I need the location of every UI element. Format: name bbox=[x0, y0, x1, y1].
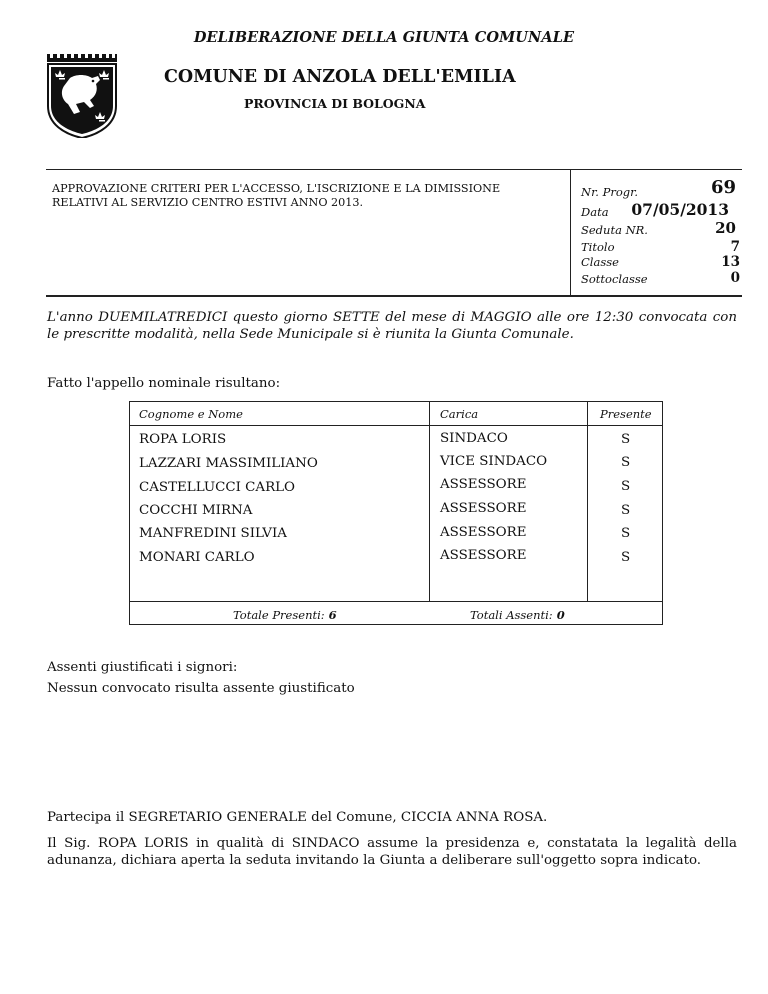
deliberation-subject: APPROVAZIONE CRITERI PER L'ACCESSO, L'ISCRIZIONE E LA DIMISSIONE RELATIVI AL SERVIZIO CENTRO ESTIVI ANNO 2013. bbox=[52, 182, 501, 209]
totale-presenti-label: Totale Presenti: bbox=[233, 608, 325, 622]
titolo-value: 7 bbox=[730, 239, 740, 255]
comune-title: COMUNE DI ANZOLA DELL'EMILIA bbox=[164, 67, 516, 87]
member-role: ASSESSORE bbox=[440, 501, 527, 516]
member-name: MANFREDINI SILVIA bbox=[139, 526, 287, 541]
member-present: S bbox=[621, 526, 631, 541]
member-role: VICE SINDACO bbox=[440, 454, 548, 469]
appello-text: Fatto l'appello nominale risultano: bbox=[47, 376, 281, 391]
header-presente: Presente bbox=[600, 407, 652, 421]
seduta-value: 20 bbox=[715, 219, 736, 237]
assenti-text: Nessun convocato risulta assente giustificato bbox=[47, 681, 355, 696]
totali-assenti-value: 0 bbox=[556, 608, 565, 622]
data-label: Data bbox=[581, 205, 609, 219]
assenti-label: Assenti giustificati i signori: bbox=[47, 660, 238, 675]
seduta-label: Seduta NR. bbox=[581, 223, 648, 237]
attendance-table bbox=[129, 401, 663, 625]
document-type-title: DELIBERAZIONE DELLA GIUNTA COMUNALE bbox=[193, 29, 575, 46]
member-name: MONARI CARLO bbox=[139, 550, 255, 565]
municipal-crest-icon bbox=[46, 54, 118, 138]
member-name: CASTELLUCCI CARLO bbox=[139, 480, 296, 495]
member-role: ASSESSORE bbox=[440, 477, 527, 492]
classe-label: Classe bbox=[581, 255, 619, 269]
sottoclasse-value: 0 bbox=[730, 270, 740, 286]
member-present: S bbox=[621, 503, 631, 518]
totali-assenti-label: Totali Assenti: bbox=[470, 608, 553, 622]
totali-assenti bbox=[470, 608, 565, 622]
bottom-divider bbox=[46, 295, 742, 297]
member-role: ASSESSORE bbox=[440, 548, 527, 563]
member-role: ASSESSORE bbox=[440, 525, 527, 540]
member-name: ROPA LORIS bbox=[139, 432, 227, 447]
member-name: COCCHI MIRNA bbox=[139, 503, 253, 518]
intro-paragraph: L'anno DUEMILATREDICI questo giorno SETTE del mese di MAGGIO alle ore 12:30 convocata con le prescritte modalità, nella Sede Municipale si è riunita la Giunta Comunale. bbox=[47, 310, 737, 342]
member-present: S bbox=[621, 455, 631, 470]
member-role: SINDACO bbox=[440, 431, 508, 446]
presidenza-paragraph: Il Sig. ROPA LORIS in qualità di SINDACO assume la presidenza e, constatata la legalità della adunanza, dichiara aperta la seduta invitando la Giunta a deliberare sull'oggetto sopra indicato. bbox=[47, 836, 737, 868]
assenti-section bbox=[47, 657, 355, 699]
nr-progr-label: Nr. Progr. bbox=[581, 185, 639, 199]
member-present: S bbox=[621, 550, 631, 565]
classe-value: 13 bbox=[721, 254, 740, 270]
header-nome: Cognome e Nome bbox=[139, 407, 243, 421]
provincia-subtitle: PROVINCIA DI BOLOGNA bbox=[244, 96, 426, 111]
segretario-paragraph: Partecipa il SEGRETARIO GENERALE del Comune, CICCIA ANNA ROSA. bbox=[47, 810, 548, 825]
top-divider bbox=[46, 169, 742, 170]
member-name: LAZZARI MASSIMILIANO bbox=[139, 456, 318, 471]
meta-divider bbox=[570, 170, 571, 296]
member-present: S bbox=[621, 432, 631, 447]
totale-presenti bbox=[233, 608, 337, 622]
header-carica: Carica bbox=[440, 407, 479, 421]
sottoclasse-label: Sottoclasse bbox=[581, 272, 648, 286]
totale-presenti-value: 6 bbox=[328, 608, 337, 622]
nr-progr-value: 69 bbox=[710, 177, 736, 198]
data-value: 07/05/2013 bbox=[631, 200, 729, 219]
titolo-label: Titolo bbox=[581, 240, 615, 254]
member-present: S bbox=[621, 479, 631, 494]
